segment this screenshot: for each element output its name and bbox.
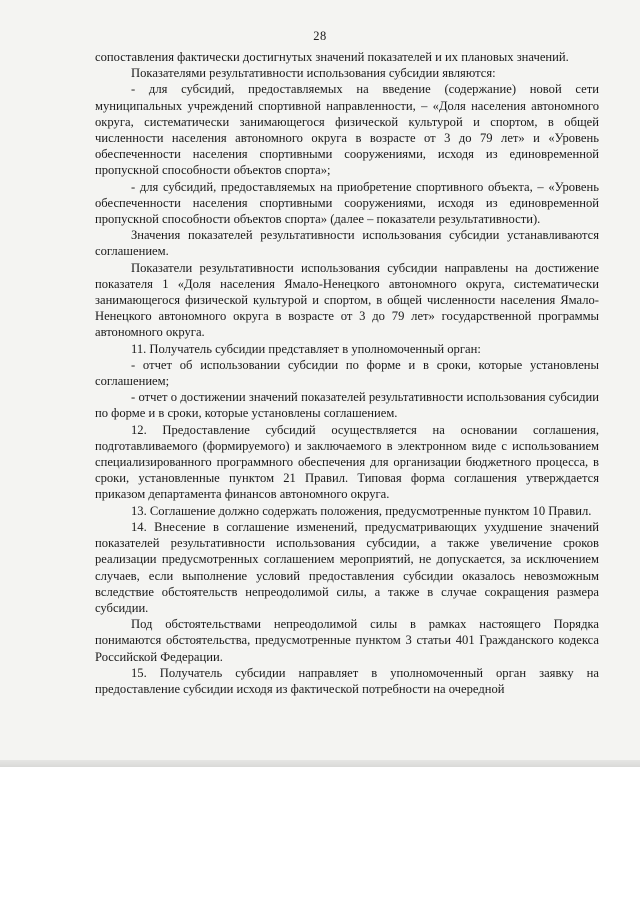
paragraph: - для субсидий, предоставляемых на приобретение спортивного объекта, – «Уровень обеспеченности населения спортивными сооружениями, исходя из единовременной пропускной способности объектов спорта» (далее – показатели результативности). (95, 179, 599, 227)
paragraph: 11. Получатель субсидии представляет в уполномоченный орган: (131, 341, 481, 356)
paragraph: Показателями результативности использования субсидии являются: (131, 66, 496, 81)
paragraph: сопоставления фактически достигнутых значений показателей и их плановых значений. (95, 50, 569, 64)
paragraph: 15. Получатель субсидии направляет в уполномоченный орган заявку на предоставление субсидии исходя из фактической потребности на очередной (95, 665, 599, 696)
paragraph: 13. Соглашение должно содержать положения, предусмотренные пунктом 10 Правил. (131, 503, 592, 518)
paragraph: 12. Предоставление субсидий осуществляется на основании соглашения, подготавливаемого (формируемого) и заключаемого в электронном виде с использованием специализированного программного обеспечения для организации бюджетного процесса, в сроки, установленные пунктом 21 Правил. Типовая форма соглашения утверждается приказом департамента финансов автономного округа. (95, 422, 599, 502)
page-number: 28 (313, 29, 327, 43)
paragraph: 14. Внесение в соглашение изменений, предусматривающих ухудшение значений показателей результативности использования субсидии, а также увеличение сроков реализации предусмотренных соглашением мероприятий, не допускается, за исключением случаев, если выполнение условий предоставления субсидии оказалось невозможным вследствие обстоятельств непреодолимой силы, а также в случае сокращения размера субсидии. (95, 519, 599, 615)
paragraph: Показатели результативности использования субсидии направлены на достижение показателя 1 «Доля населения Ямало-Ненецкого автономного округа, систематически занимающегося физической культурой и спортом, в общей численности населения Ямало-Ненецкого автономного округа в возрасте от 3 до 79 лет» государственной программы автономного округа. (95, 260, 599, 340)
paragraph: - для субсидий, предоставляемых на введение (содержание) новой сети муниципальных учреждений спортивной направленности, – «Доля населения автономного округа, систематически занимающегося физической культурой и спортом, в общей численности населения автономного округа в возрасте от 3 до 79 лет» и «Уровень обеспеченности населения спортивными сооружениями, исходя из единовременной пропускной способности объектов спорта»; (95, 82, 599, 178)
scan-bottom-edge (0, 760, 640, 767)
document-body (95, 49, 599, 697)
paragraph: Под обстоятельствами непреодолимой силы в рамках настоящего Порядка понимаются обстоятельства, предусмотренные пунктом 3 статьи 401 Гражданского кодекса Российской Федерации. (95, 617, 599, 664)
paragraph: - отчет об использовании субсидии по форме и в сроки, которые установлены соглашением; (95, 357, 599, 389)
paragraph: - отчет о достижении значений показателей результативности использования субсидии по форме и в сроки, которые установлены соглашением. (95, 390, 599, 421)
paragraph: Значения показателей результативности использования субсидии устанавливаются соглашением. (95, 228, 599, 259)
